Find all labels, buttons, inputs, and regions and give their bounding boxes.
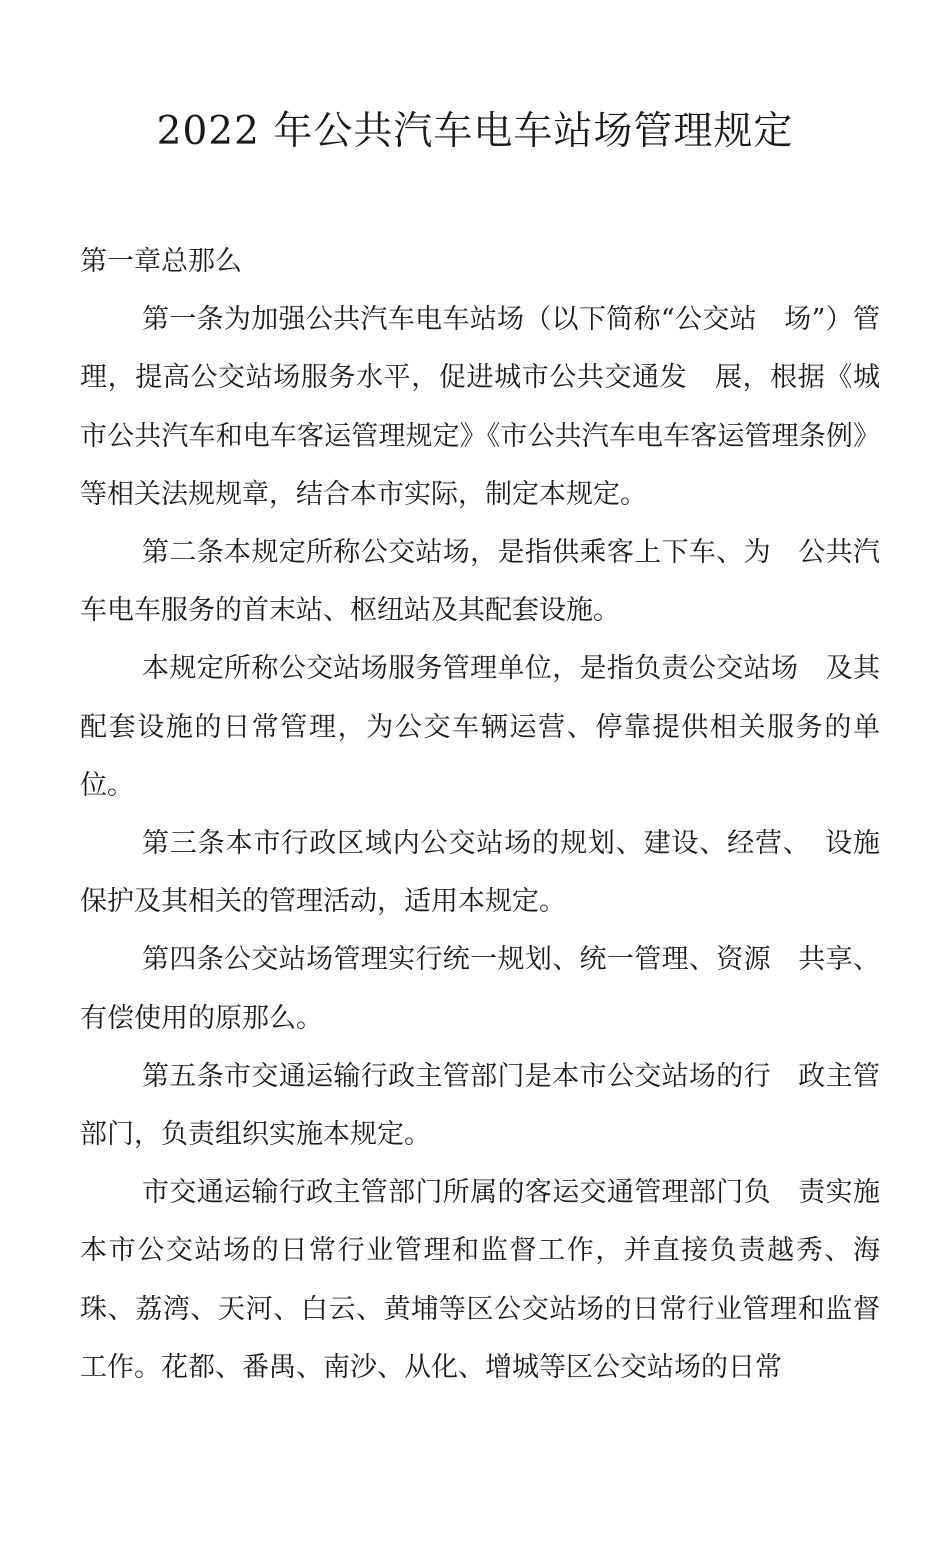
document-body	[80, 233, 880, 1397]
paragraph-article-2-service-unit: 本规定所称公交站场服务管理单位，是指负责公交站场 及其配套设施的日常管理，为公交车辆运营、停靠提供相关服务的单位。	[80, 653, 880, 801]
paragraph-article-3: 第三条本市行政区域内公交站场的规划、建设、经营、 设施保护及其相关的管理活动，适用本规定。	[80, 828, 880, 918]
chapter-heading: 第一章总那么	[80, 246, 242, 277]
paragraph-article-5: 第五条市交通运输行政主管部门是本市公交站场的行 政主管部门，负责组织实施本规定。	[80, 1060, 880, 1151]
paragraph-article-2: 第二条本规定所称公交站场，是指供乘客上下车、为 公共汽车电车服务的首末站、枢纽站及其配套设施。	[80, 537, 880, 627]
paragraph-article-4: 第四条公交站场管理实行统一规划、统一管理、资源 共享、有偿使用的原那么。	[80, 944, 880, 1034]
paragraph-article-1: 第一条为加强公共汽车电车站场（以下简称“公交站 场”）管理，提高公交站场服务水平，促进城市公共交通发 展，根据《城市公共汽车和电车客运管理规定》《市公共汽车电车客运管理条例》等相关法规规章，结合本市实际，制定本规定。	[80, 304, 880, 510]
document-title: 2022 年公共汽车电车站场管理规定	[156, 109, 794, 154]
paragraph-article-5-management: 市交通运输行政主管部门所属的客运交通管理部门负 责实施本市公交站场的日常行业管理和监督工作，并直接负责越秀、海珠、荔湾、天河、白云、黄埔等区公交站场的日常行业管理和监督工作。花都、番禺、南沙、从化、增城等区公交站场的日常	[80, 1177, 880, 1383]
